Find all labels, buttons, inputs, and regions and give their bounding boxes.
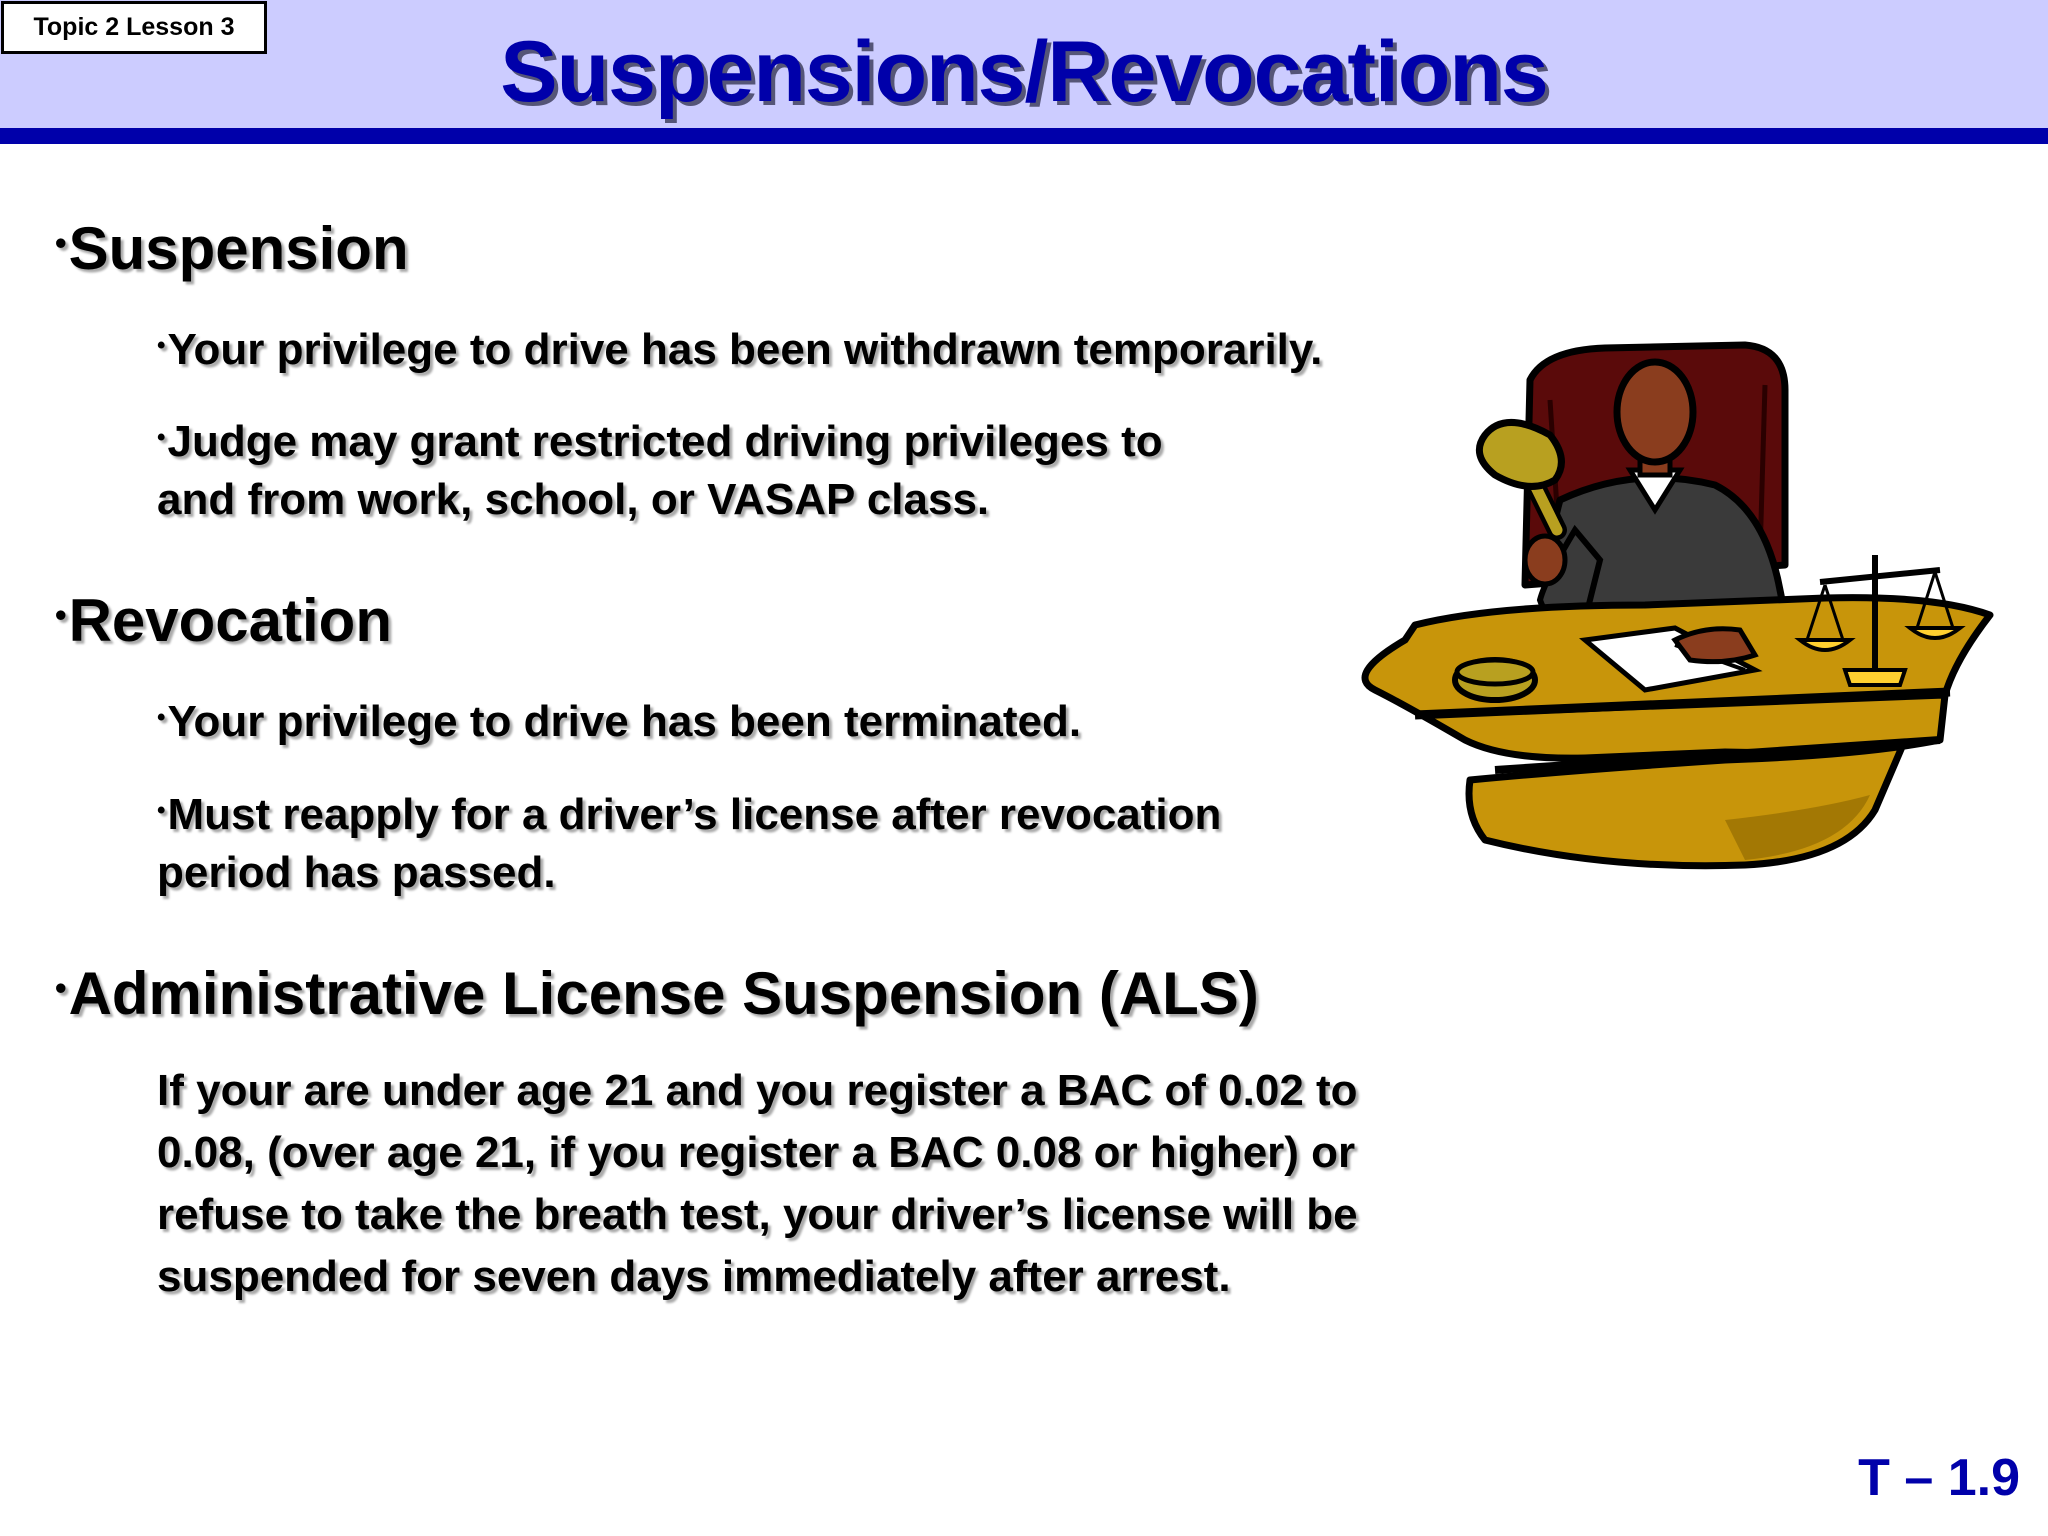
als-text-line-1: If your are under age 21 and you register a BAC of 0.02 to bbox=[157, 1066, 1358, 1115]
bullet-icon: • bbox=[55, 596, 67, 633]
header-rule bbox=[0, 128, 2048, 144]
bullet-icon: • bbox=[55, 224, 67, 261]
slide-title: Suspensions/Revocations bbox=[500, 24, 1548, 120]
revocation-heading: •Revocation bbox=[55, 586, 392, 654]
suspension-point-2: •Judge may grant restricted driving privileges to bbox=[157, 416, 1163, 466]
bullet-icon: • bbox=[157, 797, 166, 824]
suspension-point-2-continued: and from work, school, or VASAP class. bbox=[157, 475, 990, 524]
als-text-line-3: refuse to take the breath test, your driver’s license will be bbox=[157, 1190, 1358, 1239]
revocation-point-1: •Your privilege to drive has been terminated. bbox=[157, 696, 1082, 746]
bullet-icon: • bbox=[55, 969, 67, 1006]
suspension-heading: •Suspension bbox=[55, 214, 409, 282]
revocation-point-2-continued: period has passed. bbox=[157, 848, 556, 897]
page-number: T – 1.9 bbox=[1858, 1449, 2020, 1507]
als-heading: •Administrative License Suspension (ALS) bbox=[55, 959, 1259, 1027]
suspension-point-1: •Your privilege to drive has been withdrawn temporarily. bbox=[157, 324, 1323, 374]
bullet-icon: • bbox=[157, 424, 166, 451]
judge-head bbox=[1617, 362, 1693, 462]
als-text-line-2: 0.08, (over age 21, if you register a BAC 0.08 or higher) or bbox=[157, 1128, 1356, 1177]
revocation-point-2: •Must reapply for a driver’s license after revocation bbox=[157, 789, 1222, 839]
topic-label: Topic 2 Lesson 3 bbox=[1, 1, 267, 54]
als-text-line-4: suspended for seven days immediately after arrest. bbox=[157, 1252, 1231, 1301]
gavel-icon bbox=[1479, 423, 1561, 531]
bullet-icon: • bbox=[157, 332, 166, 359]
judge-illustration bbox=[1345, 340, 2005, 880]
bullet-icon: • bbox=[157, 704, 166, 731]
